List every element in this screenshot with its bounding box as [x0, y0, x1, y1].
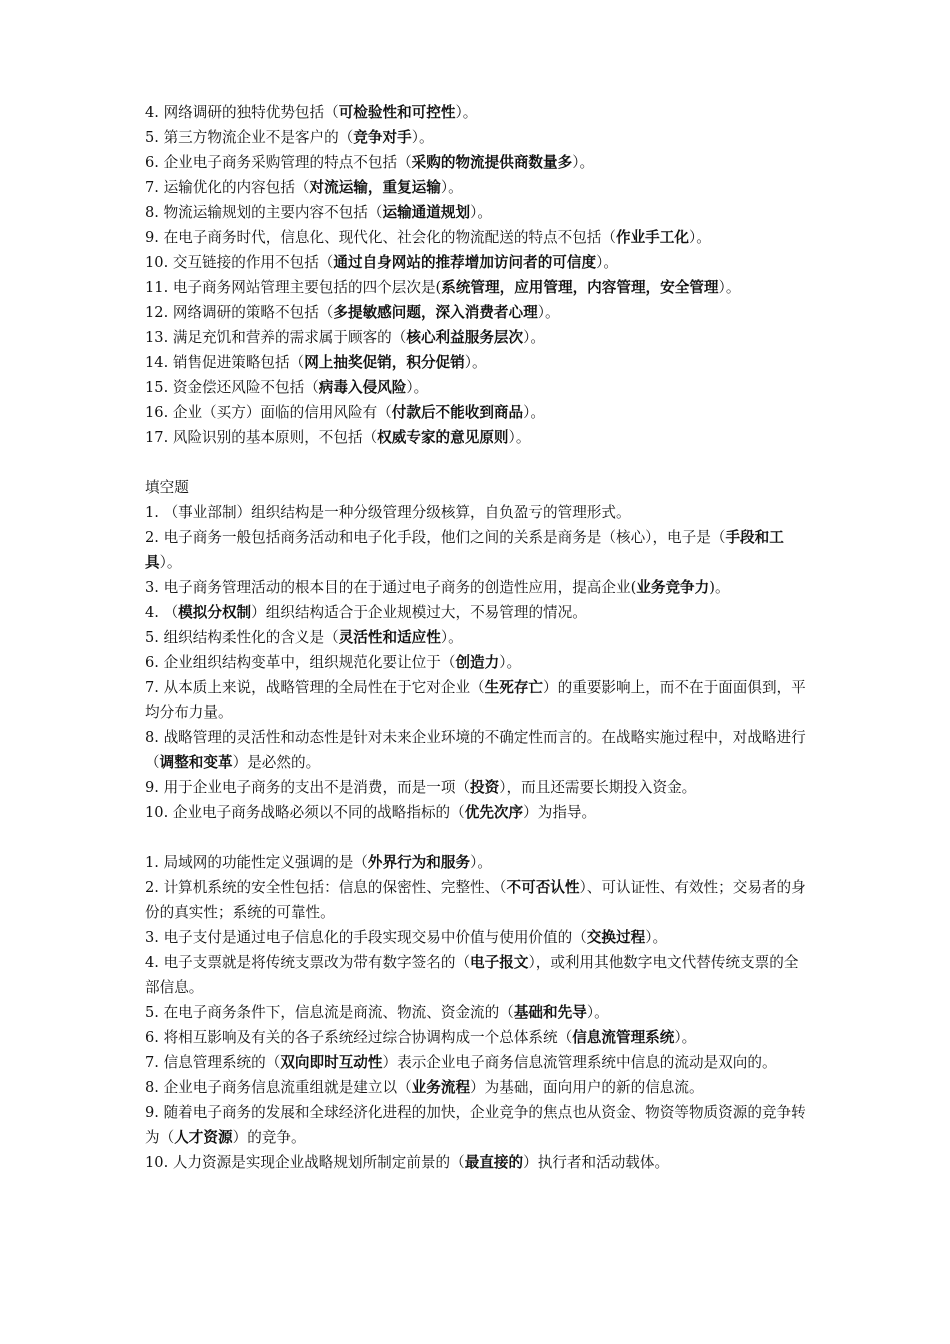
- question-tail: ）。: [499, 654, 522, 671]
- question-text: 1. 局域网的功能性定义强调的是（: [145, 854, 368, 871]
- question-tail: ）。: [406, 379, 429, 396]
- question-text: 11. 电子商务网站管理主要包括的四个层次是(: [145, 279, 442, 296]
- question-tail: ）。: [523, 329, 546, 346]
- answer-text: 双向即时互动性: [280, 1054, 383, 1071]
- answer-text: 不可否认性: [506, 879, 580, 896]
- question-tail: ）。: [470, 204, 492, 221]
- question-tail: ）。: [688, 229, 711, 246]
- answer-text: 竞争对手: [353, 129, 412, 146]
- answer-text: 投资: [470, 779, 500, 796]
- question-line: [145, 875, 810, 925]
- answer-text: 核心利益服务层次: [406, 329, 524, 346]
- question-text: 4. 网络调研的独特优势包括（: [145, 104, 339, 121]
- answer-text: 对流运输，重复运输: [309, 179, 441, 196]
- question-text: 13. 满足充饥和营养的需求属于顾客的（: [145, 329, 407, 346]
- question-tail: ）组织结构适合于企业规模过大，不易管理的情况。: [251, 604, 587, 621]
- question-line: [145, 525, 810, 575]
- answer-text: 交换过程: [586, 929, 646, 946]
- question-text: 6. 将相互影响及有关的各子系统经过综合协调构成一个总体系统（: [145, 1029, 573, 1046]
- question-tail: ）。: [718, 279, 741, 296]
- question-line: [145, 1000, 810, 1025]
- question-tail: ），或利用其他数字电文代替传统支票的全部信息。: [145, 954, 799, 996]
- question-text: 7. 从本质上来说，战略管理的全局性在于它对企业（: [145, 679, 485, 696]
- question-text: 4. 电子支票就是将传统支票改为带有数字签名的（: [145, 954, 471, 971]
- multiple-choice-answers: [145, 100, 810, 450]
- answer-text: 灵活性和适应性: [338, 629, 441, 646]
- question-tail: ）是必然的。: [232, 754, 321, 771]
- question-text: 3. 电子商务管理活动的根本目的在于通过电子商务的创造性应用，提高企业(: [145, 579, 637, 596]
- answer-text: 网上抽奖促销，积分促销: [304, 354, 465, 371]
- question-line: [145, 500, 810, 525]
- question-text: 10. 企业电子商务战略必须以不同的战略指标的（: [145, 804, 465, 821]
- question-line: [145, 950, 810, 1000]
- question-tail: ）表示企业电子商务信息流管理系统中信息的流动是双向的。: [382, 1054, 777, 1071]
- answer-text: 信息流管理系统: [572, 1029, 675, 1046]
- question-tail: )。: [709, 579, 730, 596]
- answer-text: 生死存亡: [484, 679, 544, 696]
- question-text: 2. 电子商务一般包括商务活动和电子化手段，他们之间的关系是商务是（核心），电子是（: [145, 529, 726, 546]
- document-body: [145, 100, 810, 1175]
- network-payment-answers: [145, 850, 810, 1175]
- answer-text: 电子报文: [470, 954, 529, 971]
- question-text: 9. 在电子商务时代，信息化、现代化、社会化的物流配送的特点不包括（: [145, 229, 616, 246]
- fill-in-heading: 填空题: [145, 479, 189, 496]
- question-tail: ）。: [440, 629, 463, 646]
- question-tail: ）为指导。: [523, 804, 597, 821]
- question-tail: ）。: [645, 929, 668, 946]
- question-line: [145, 125, 810, 150]
- section-gap: [145, 450, 810, 475]
- question-text: 3. 电子支付是通过电子信息化的手段实现交易中价值与使用价值的（: [145, 929, 587, 946]
- answer-text: 病毒入侵风险: [318, 379, 407, 396]
- question-tail: ）。: [159, 554, 182, 571]
- question-line: [145, 325, 810, 350]
- question-text: 9. 随着电子商务的发展和全球经济化进程的加快，企业竞争的焦点也从资金、物资等物质资源的竞争转为（: [145, 1104, 806, 1146]
- question-text: 5. 组织结构柔性化的含义是（: [145, 629, 339, 646]
- question-text: 15. 资金偿还风险不包括（: [145, 379, 319, 396]
- question-line: [145, 300, 810, 325]
- question-line: [145, 100, 810, 125]
- question-line: [145, 150, 810, 175]
- question-tail: ）。: [455, 104, 478, 121]
- question-text: 9. 用于企业电子商务的支出不是消费，而是一项（: [145, 779, 471, 796]
- question-line: [145, 250, 810, 275]
- question-text: 5. 第三方物流企业不是客户的（: [145, 129, 354, 146]
- answer-text: 外界行为和服务: [367, 854, 471, 871]
- answer-text: 权威专家的意见原则: [377, 429, 509, 446]
- question-text: 7. 信息管理系统的（: [145, 1054, 281, 1071]
- question-tail: ）。: [572, 154, 595, 171]
- question-tail: ）执行者和活动载体。: [523, 1154, 670, 1171]
- question-tail: ）的重要影响上，而不在于面面俱到，平均分布力量。: [145, 679, 806, 721]
- question-line: [145, 400, 810, 425]
- question-text: 14. 销售促进策略包括（: [145, 354, 305, 371]
- question-line: [145, 925, 810, 950]
- question-line: [145, 275, 810, 300]
- question-line: [145, 600, 810, 625]
- question-line: [145, 1075, 810, 1100]
- answer-text: 人才资源: [174, 1129, 233, 1146]
- question-text: 17. 风险识别的基本原则，不包括（: [145, 429, 378, 446]
- question-line: [145, 675, 810, 725]
- question-text: 6. 企业电子商务采购管理的特点不包括（: [145, 154, 412, 171]
- fill-in-answers: [145, 500, 810, 825]
- answer-text: 基础和先导: [513, 1004, 587, 1021]
- question-line: [145, 1050, 810, 1075]
- answer-text: 调整和变革: [159, 754, 233, 771]
- question-line: [145, 200, 810, 225]
- question-line: [145, 175, 810, 200]
- question-tail: ）。: [411, 129, 434, 146]
- answer-text: 付款后不能收到商品: [391, 404, 524, 421]
- answer-text: 运输通道规划: [382, 204, 471, 221]
- answer-text: 模拟分权制: [178, 604, 252, 621]
- question-text: 10. 人力资源是实现企业战略规划所制定前景的（: [145, 1154, 465, 1171]
- question-line: [145, 375, 810, 400]
- question-tail: ）。: [464, 354, 487, 371]
- question-tail: ）。: [596, 254, 618, 271]
- question-tail: ）。: [523, 404, 546, 421]
- question-text: 6. 企业组织结构变革中，组织规范化要让位于（: [145, 654, 456, 671]
- question-text: 8. 企业电子商务信息流重组就是建立以（: [145, 1079, 412, 1096]
- question-text: 5. 在电子商务条件下，信息流是商流、物流、资金流的（: [145, 1004, 514, 1021]
- question-line: [145, 1025, 810, 1050]
- question-tail: ）。: [440, 179, 463, 196]
- question-line: [145, 350, 810, 375]
- question-tail: ）。: [586, 1004, 609, 1021]
- answer-text: 业务流程: [411, 1079, 471, 1096]
- question-line: [145, 1100, 810, 1150]
- answer-text: 手段和工具: [145, 529, 784, 571]
- question-line: [145, 725, 810, 775]
- question-tail: ）为基础，面向用户的新的信息流。: [470, 1079, 704, 1096]
- question-line: [145, 225, 810, 250]
- question-tail: ）。: [674, 1029, 697, 1046]
- question-line: [145, 425, 810, 450]
- answer-text: 通过自身网站的推荐增加访问者的可信度: [333, 254, 597, 271]
- answer-text: 最直接的: [464, 1154, 524, 1171]
- question-tail: ）。: [537, 304, 560, 321]
- question-text: 16. 企业（买方）面临的信用风险有（: [145, 404, 392, 421]
- question-line: [145, 1150, 810, 1175]
- question-text: 8. 战略管理的灵活性和动态性是针对未来企业环境的不确定性而言的。在战略实施过程中，对战略进行（: [145, 729, 806, 771]
- section-gap: [145, 825, 810, 850]
- question-line: [145, 850, 810, 875]
- question-line: [145, 625, 810, 650]
- answer-text: 创造力: [455, 654, 500, 671]
- question-text: 10. 交互链接的作用不包括（: [145, 254, 334, 271]
- question-text: 2. 计算机系统的安全性包括：信息的保密性、完整性、（: [145, 879, 507, 896]
- answer-text: 多提敏感问题，深入消费者心理: [333, 304, 538, 321]
- question-text: 7. 运输优化的内容包括（: [145, 179, 310, 196]
- question-text: 1. （事业部制）组织结构是一种分级管理分级核算，自负盈亏的管理形式。: [145, 504, 631, 521]
- question-tail: ），而且还需要长期投入资金。: [499, 779, 697, 796]
- question-tail: ）。: [508, 429, 531, 446]
- answer-text: 采购的物流提供商数量多: [411, 154, 573, 171]
- question-tail: ）、可认证性、有效性；交易者的身份的真实性；系统的可靠性。: [145, 879, 806, 921]
- question-text: 8. 物流运输规划的主要内容不包括（: [145, 204, 383, 221]
- question-line: [145, 650, 810, 675]
- question-text: 12. 网络调研的策略不包括（: [145, 304, 334, 321]
- question-text: 4. （: [145, 604, 179, 621]
- answer-text: 系统管理，应用管理，内容管理，安全管理: [441, 279, 719, 296]
- answer-text: 业务竞争力: [636, 579, 710, 596]
- question-tail: ）的竞争。: [232, 1129, 306, 1146]
- question-line: [145, 775, 810, 800]
- answer-text: 优先次序: [464, 804, 524, 821]
- question-line: [145, 800, 810, 825]
- question-tail: ）。: [470, 854, 492, 871]
- question-line: [145, 575, 810, 600]
- answer-text: 可检验性和可控性: [338, 104, 456, 121]
- answer-text: 作业手工化: [615, 229, 689, 246]
